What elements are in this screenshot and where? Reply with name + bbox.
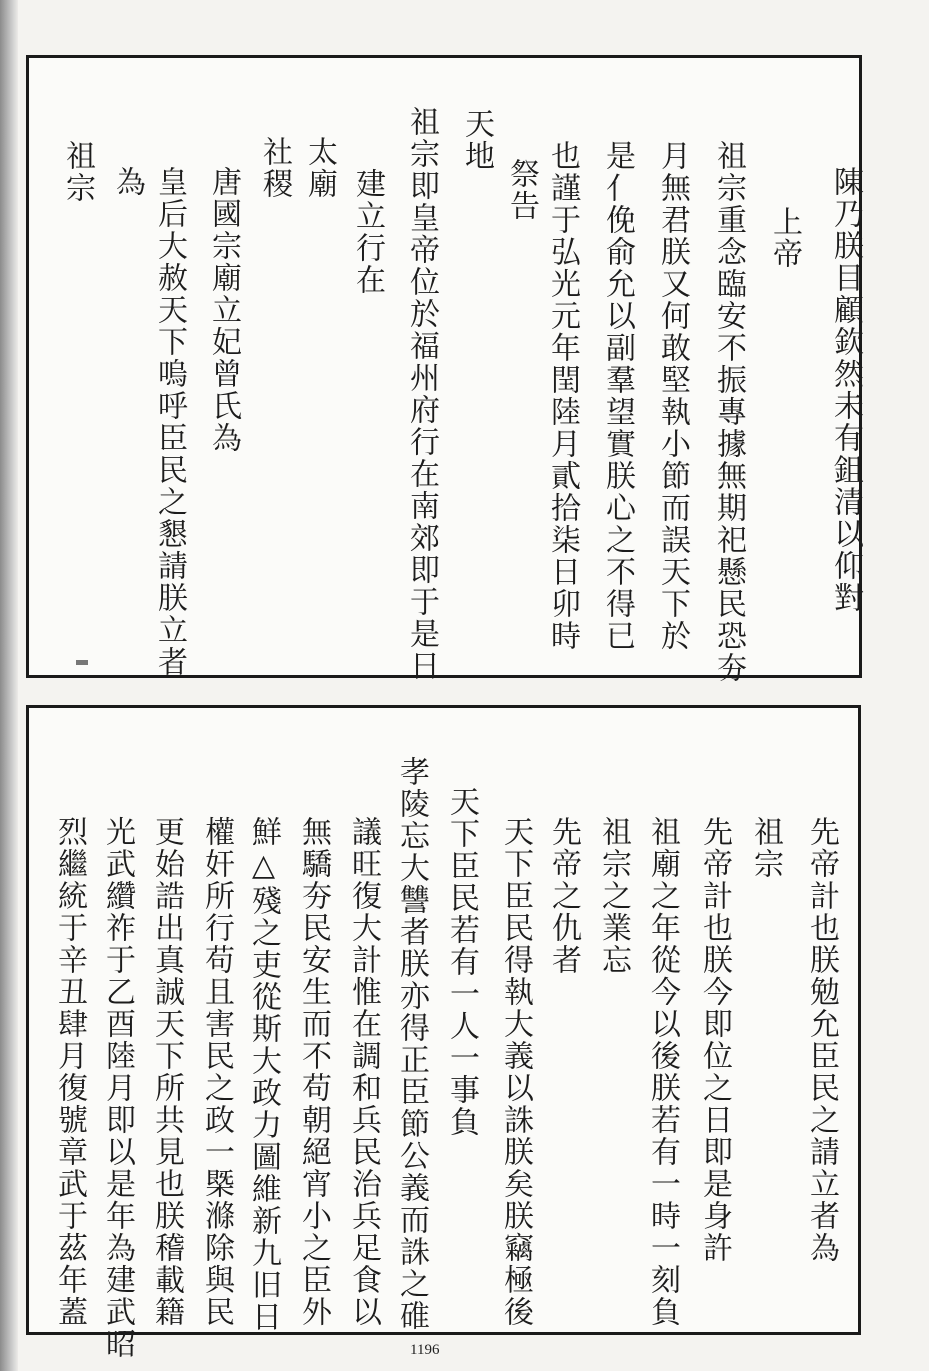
page-number: 1196	[410, 1342, 440, 1358]
text-column: 烈繼統于辛丑肆月復號章武于茲年蓋	[52, 816, 87, 1328]
text-column: 祖宗即皇帝位於福州府行在南郊即于是日	[404, 106, 439, 682]
text-column: 為	[110, 166, 145, 198]
text-column: 先帝計也朕勉允臣民之請立者為	[804, 816, 839, 1264]
text-column: 唐國宗廟立妃曾氏為	[206, 166, 241, 454]
text-column: 月無君朕又何敢堅執小節而誤天下於	[655, 140, 690, 652]
text-column: 陳乃朕目顧欽然未有鉏清以仰對	[828, 166, 863, 614]
text-column: 議旺復大計惟在調和兵民治兵足食以	[346, 816, 381, 1328]
text-column: 先帝之仇者	[546, 816, 581, 976]
text-column: 鮮△殘之吏從斯大政力圖維新九旧日	[246, 816, 281, 1333]
text-column: 天下臣民得執大義以誅朕矣朕竊極後	[498, 816, 533, 1328]
scan-artifact-mark	[76, 660, 88, 665]
text-column: 光武纘祚于乙酉陸月即以是年為建武昭	[100, 816, 135, 1360]
text-column: 祖廟之年從今以後朕若有一時一刻負	[645, 816, 680, 1328]
top-text-panel	[26, 55, 863, 684]
text-column: 祖宗重念臨安不振專據無期祀懸民恐夯	[711, 140, 746, 684]
text-column: 無驕夯民安生而不苟朝絕宵小之臣外	[296, 816, 331, 1328]
text-column: 權奸所行苟且害民之政一槩滌除與民	[199, 816, 234, 1328]
text-column: 先帝計也朕今即位之日即是身許	[697, 816, 732, 1264]
text-column: 更始誥出真誠天下所共見也朕稽載籍	[149, 816, 184, 1328]
text-column: 天地	[459, 108, 494, 172]
text-column: 祖宗	[60, 140, 95, 204]
text-column: 也謹于弘光元年閏陸月貳拾柒日卯時	[545, 140, 580, 652]
text-column: 上帝	[767, 206, 802, 270]
text-column: 天下臣民若有一人一事負	[444, 786, 479, 1138]
text-column: 皇后大赦天下嗚呼臣民之懇請朕立者	[152, 166, 187, 678]
text-column: 孝陵忘大讐者朕亦得正臣節公義而誅之碓	[394, 756, 429, 1332]
text-column: 建立行在	[350, 168, 385, 296]
text-column: 是亻俛俞允以副羣望實朕心之不得已	[600, 140, 635, 652]
text-column: 太廟	[302, 136, 337, 200]
text-column: 祖宗	[748, 816, 783, 880]
text-column: 祭告	[504, 158, 539, 222]
book-binding-shadow	[0, 0, 18, 1371]
text-column: 社稷	[257, 136, 292, 200]
text-column: 祖宗之業忘	[596, 816, 631, 976]
